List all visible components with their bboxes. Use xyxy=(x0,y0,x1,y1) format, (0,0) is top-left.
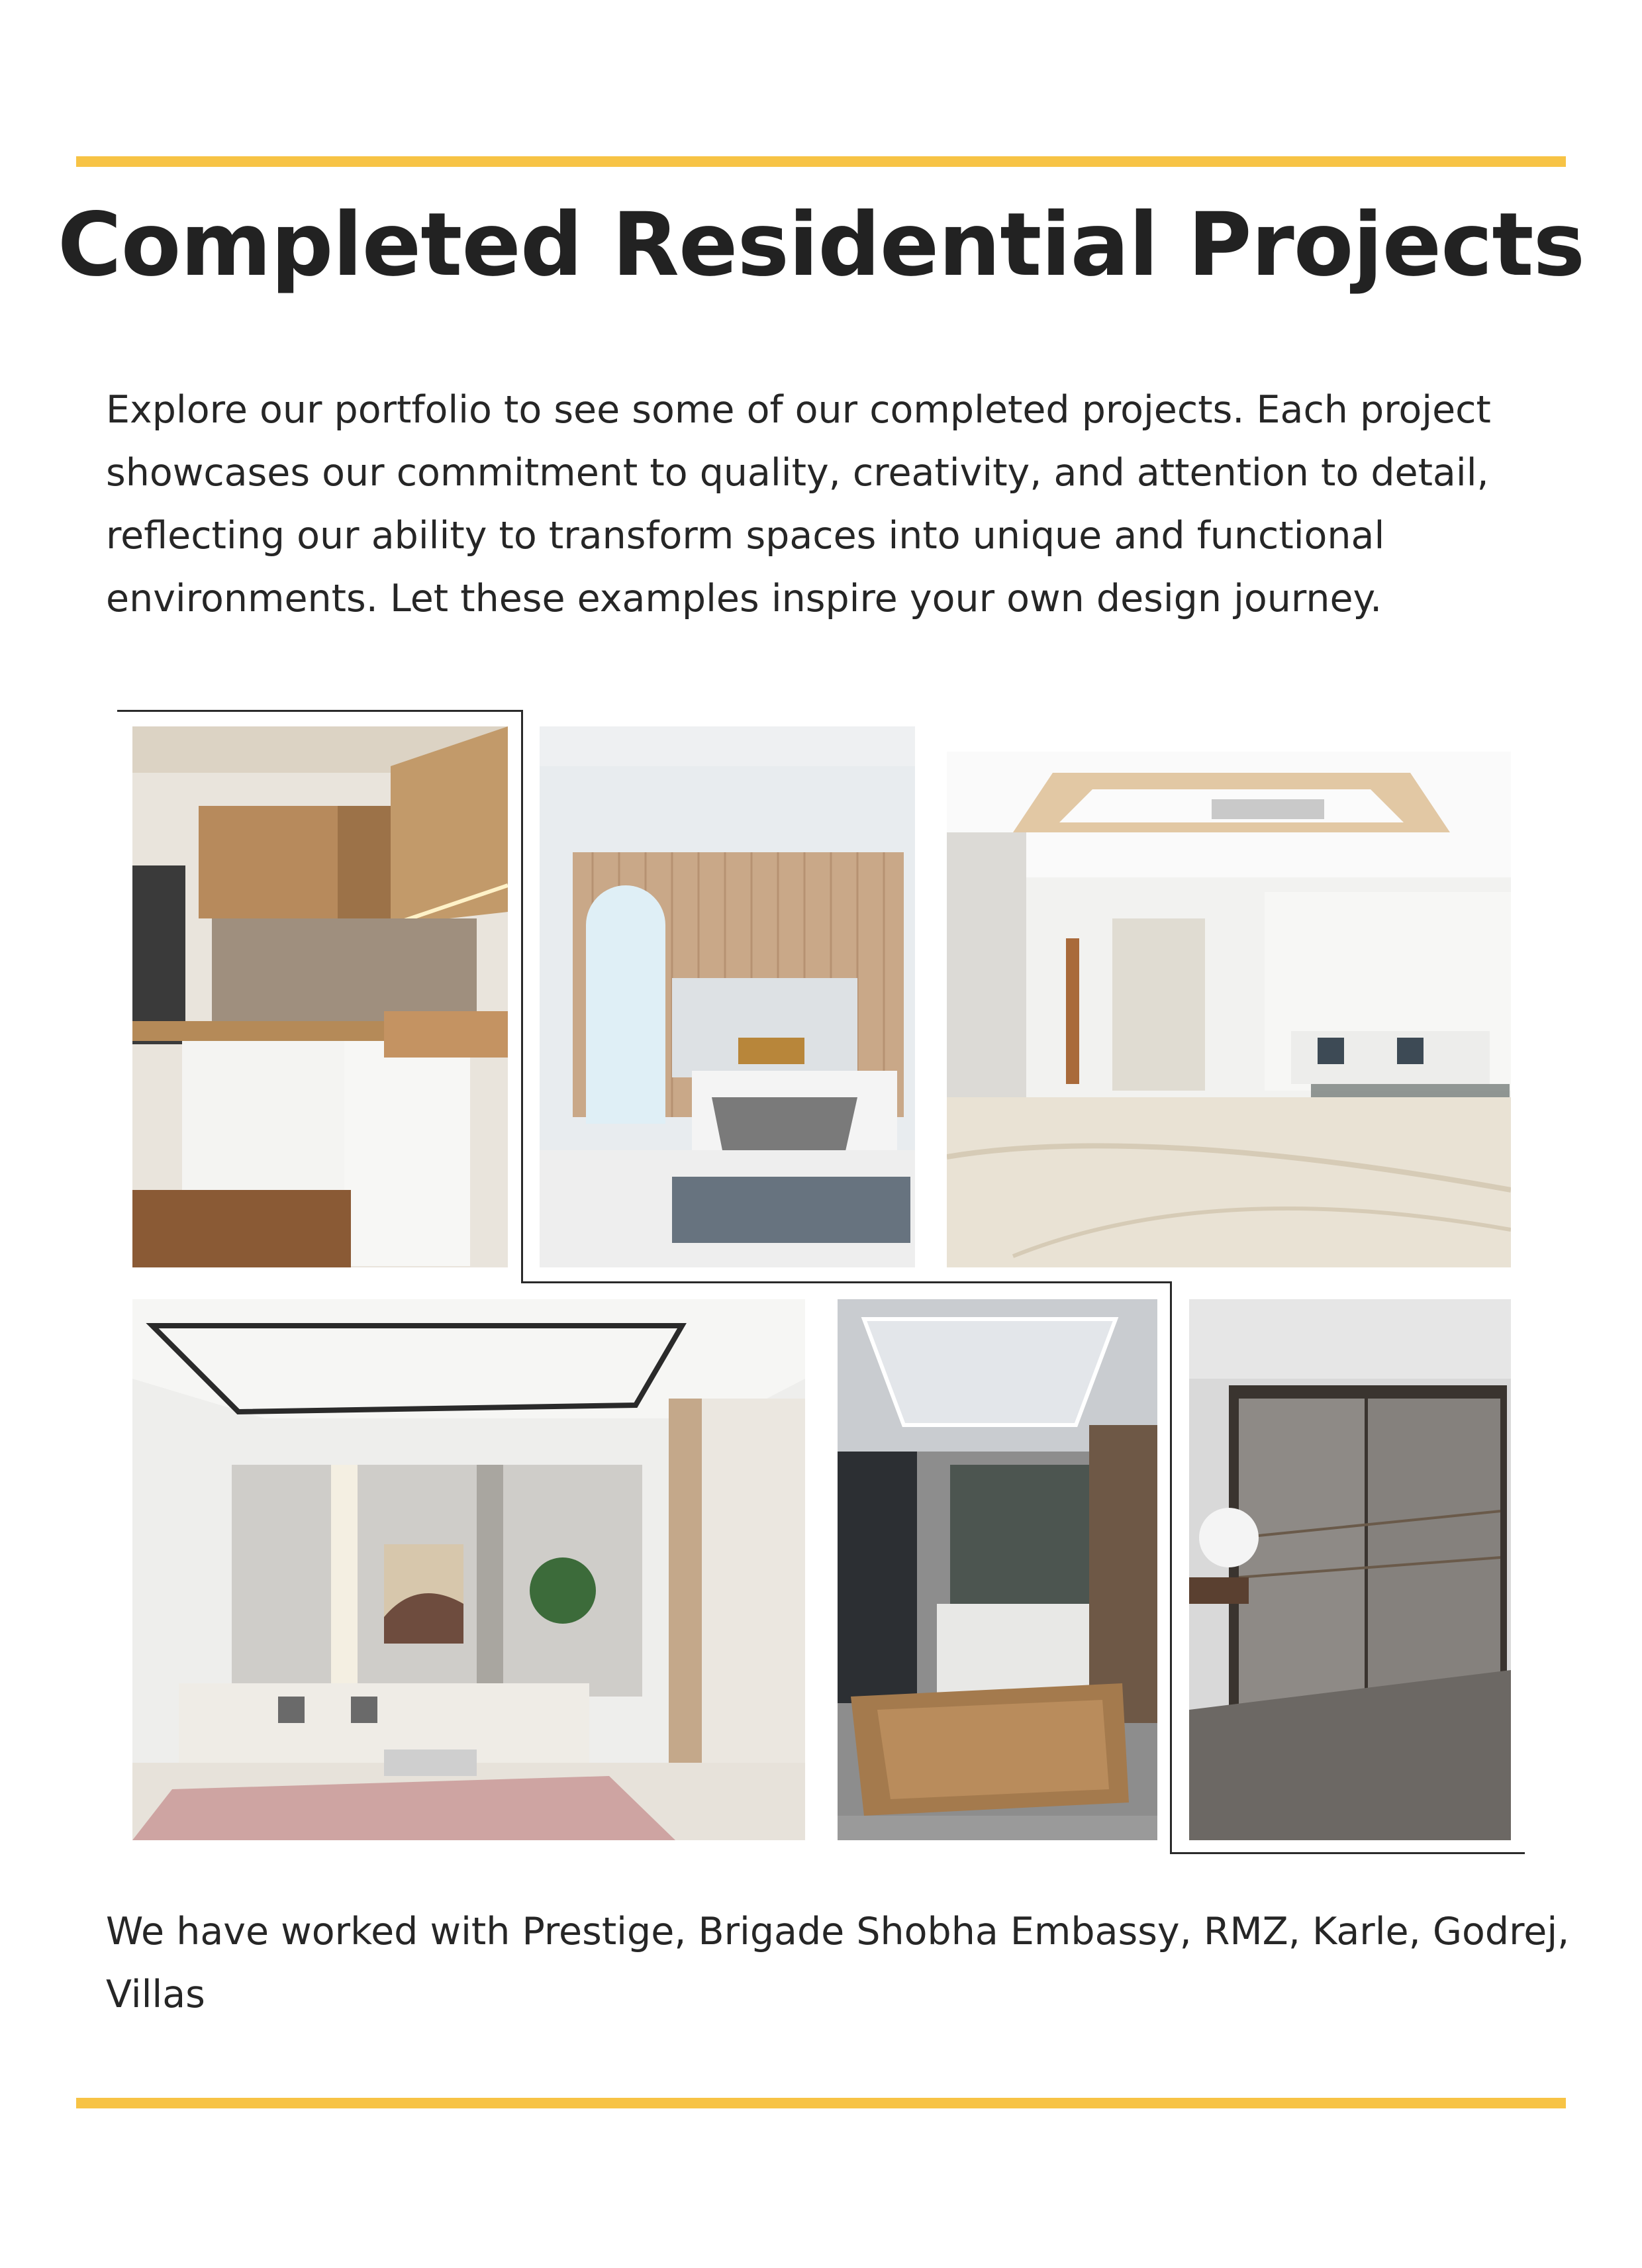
page-title: Completed Residential Projects xyxy=(57,194,1585,296)
top-accent-rule xyxy=(76,156,1566,167)
photo-living-staircase xyxy=(947,726,1511,1267)
photo-bedroom xyxy=(540,726,915,1267)
photo-bedroom-platform xyxy=(838,1299,1157,1840)
photo-kitchen xyxy=(132,726,508,1267)
photo-living-room xyxy=(132,1299,805,1840)
photo-wardrobe xyxy=(1189,1299,1511,1840)
intro-paragraph: Explore our portfolio to see some of our completed projects. Each project showcases our commitment to quality, creativity, and attention to detail, reflecting our ability to transform spaces into unique and functional environments. Let these examples inspire your own design journey. xyxy=(106,388,1491,620)
bottom-accent-rule xyxy=(76,2098,1566,2108)
clients-paragraph: We have worked with Prestige, Brigade Shobha Embassy, RMZ, Karle, Godrej, Villas xyxy=(106,1910,1570,2016)
